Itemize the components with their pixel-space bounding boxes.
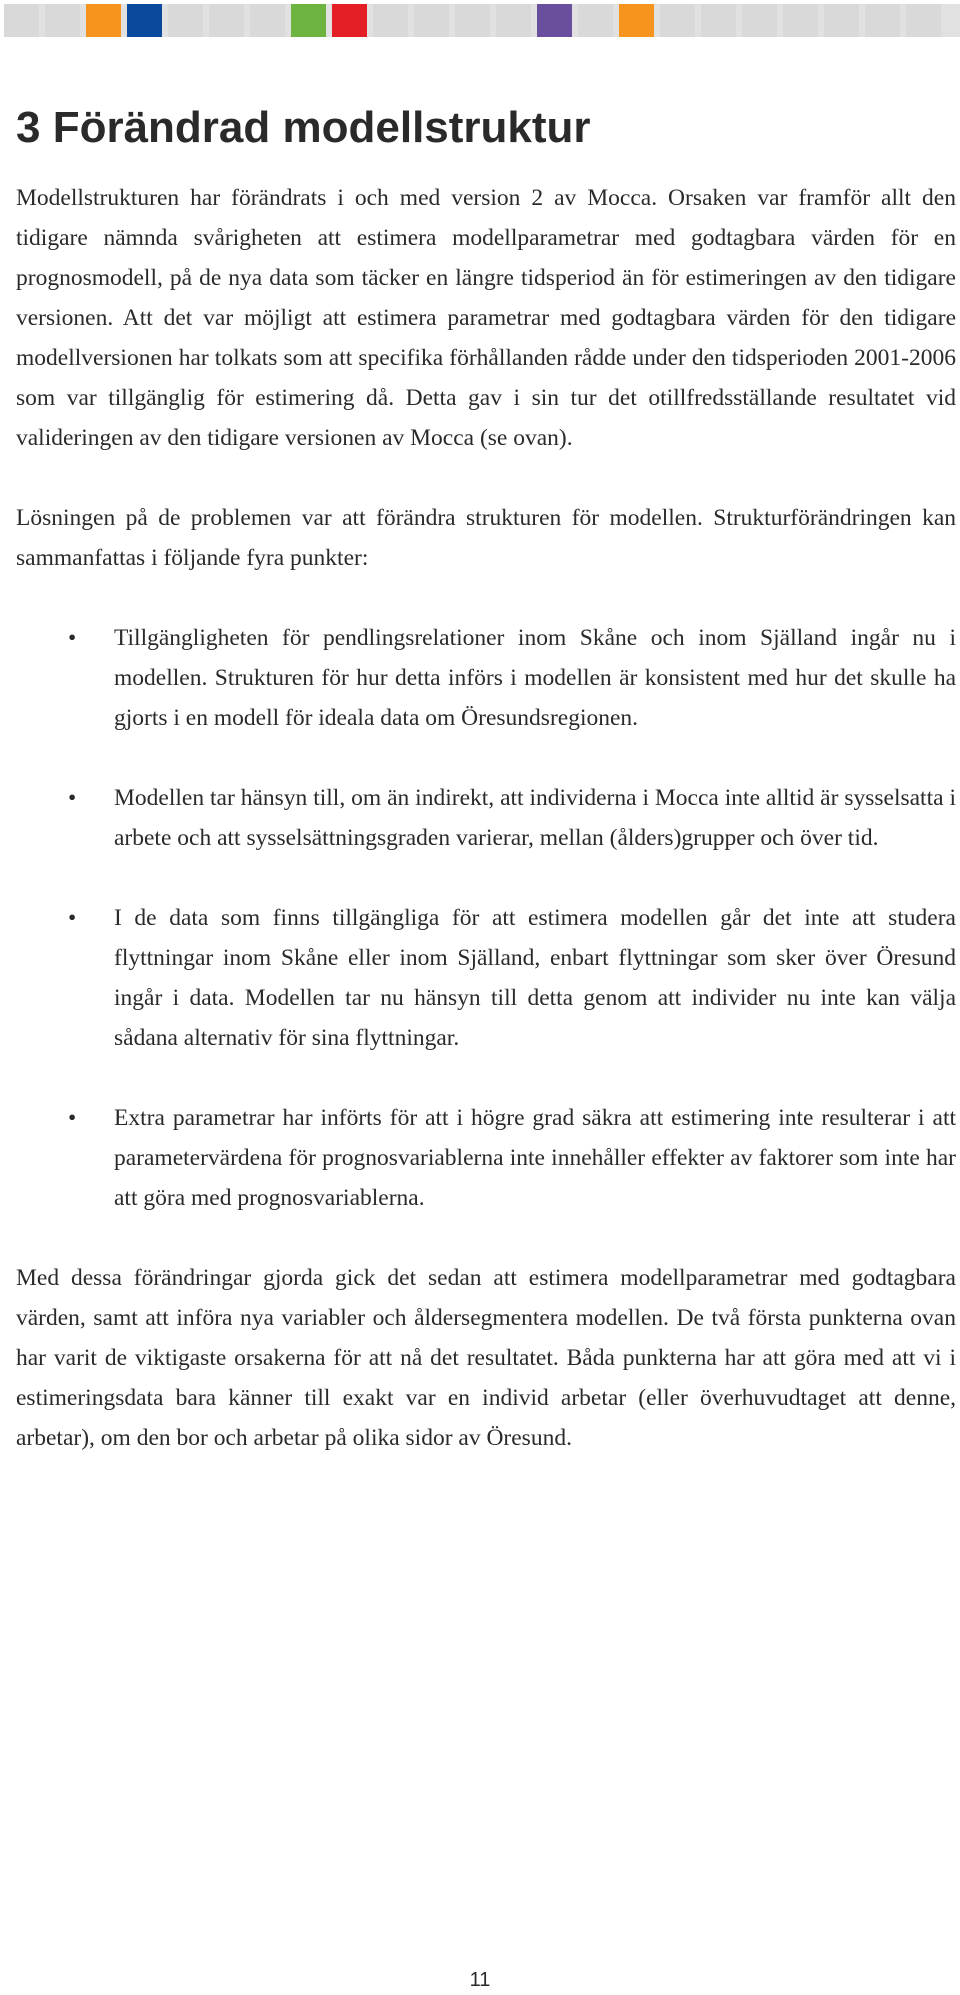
page-number: 11 [469, 1969, 491, 1991]
bullet-item [16, 1098, 956, 1218]
bullet-icon: • [68, 905, 77, 931]
bullet-text: Extra parametrar har införts för att i högre grad säkra att estimering inte resulterar i att parametervärdena för prognosvariablerna inte innehåller effekter av faktorer som inte har att göra med prognosvariablerna. [114, 1105, 956, 1211]
color-bar-segment [86, 4, 121, 37]
color-bar-segment [127, 4, 162, 37]
color-bar-segment [578, 4, 613, 37]
color-bar-segment [619, 4, 654, 37]
color-bar-segment [701, 4, 736, 37]
bullet-item [16, 898, 956, 1058]
paragraph-conclusion: Med dessa förändringar gjorda gick det sedan att estimera modellparametrar med godtagbara värden, samt att införa nya variabler och åldersegmentera modellen. De två första punkterna ovan har varit de viktigaste orsakerna för att nå det resultatet. Båda punkterna har att göra med att vi i estimeringsdata bara känner till exakt var en individ arbetar (eller överhuvudtaget att denne, arbetar), om den bor och arbetar på olika sidor av Öresund. [16, 1265, 956, 1451]
paragraph-intro: Modellstrukturen har förändrats i och med version 2 av Mocca. Orsaken var framför allt den tidigare nämnda svårigheten att estimera modellparametrar med godtagbara värden för en prognosmodell, på de nya data som täcker en längre tidsperiod än för estimeringen av den tidigare versionen. Att det var möjligt att estimera parametrar med godtagbara värden för den tidigare modellversionen har tolkats som att specifika förhållanden rådde under den tidsperioden 2001-2006 som var tillgänglig för estimering då. Detta gav i sin tur det otillfredsställande resultatet vid valideringen av den tidigare versionen av Mocca (se ovan). [16, 185, 956, 451]
document-body [16, 178, 956, 1458]
color-bar-segment [783, 4, 818, 37]
bullet-item [16, 778, 956, 858]
color-bar-segment [455, 4, 490, 37]
color-bar-segment [537, 4, 572, 37]
bullet-item [16, 618, 956, 738]
color-bar-segment [250, 4, 285, 37]
bullet-list [16, 618, 956, 1218]
bullet-text: Tillgängligheten för pendlingsrelationer inom Skåne och inom Själland ingår nu i modellen. Strukturen för hur detta införs i modellen är konsistent med hur det skulle ha gjorts i en modell för ideala data om Öresundsregionen. [114, 625, 956, 731]
color-bar-segment [742, 4, 777, 37]
color-bar-segment [332, 4, 367, 37]
color-bar-segment [414, 4, 449, 37]
bullet-icon: • [68, 785, 77, 811]
bullet-text: I de data som finns tillgängliga för att estimera modellen går det inte att studera flyttningar inom Skåne eller inom Själland, enbart flyttningar som sker över Öresund ingår i data. Modellen tar nu hänsyn till detta genom att individer nu inte kan välja sådana alternativ för sina flyttningar. [114, 905, 956, 1051]
color-bar-segment [660, 4, 695, 37]
color-bar-segment [373, 4, 408, 37]
bullet-icon: • [68, 1105, 77, 1131]
color-bar-segment [291, 4, 326, 37]
section-heading: 3 Förändrad modellstruktur [16, 103, 591, 152]
color-bar-segment [45, 4, 80, 37]
color-bar-segment [496, 4, 531, 37]
color-bar-segment [906, 4, 941, 37]
paragraph-solution: Lösningen på de problemen var att förändra strukturen för modellen. Strukturförändringen kan sammanfattas i följande fyra punkter: [16, 505, 956, 571]
header-color-bar [4, 4, 960, 37]
bullet-icon: • [68, 625, 77, 651]
color-bar-segment [824, 4, 859, 37]
color-bar-segment [209, 4, 244, 37]
color-bar-segment [865, 4, 900, 37]
color-bar-segment [4, 4, 39, 37]
bullet-text: Modellen tar hänsyn till, om än indirekt, att individerna i Mocca inte alltid är sysselsatta i arbete och att sysselsättningsgraden varierar, mellan (ålders)grupper och över tid. [114, 785, 956, 851]
color-bar-segment [168, 4, 203, 37]
